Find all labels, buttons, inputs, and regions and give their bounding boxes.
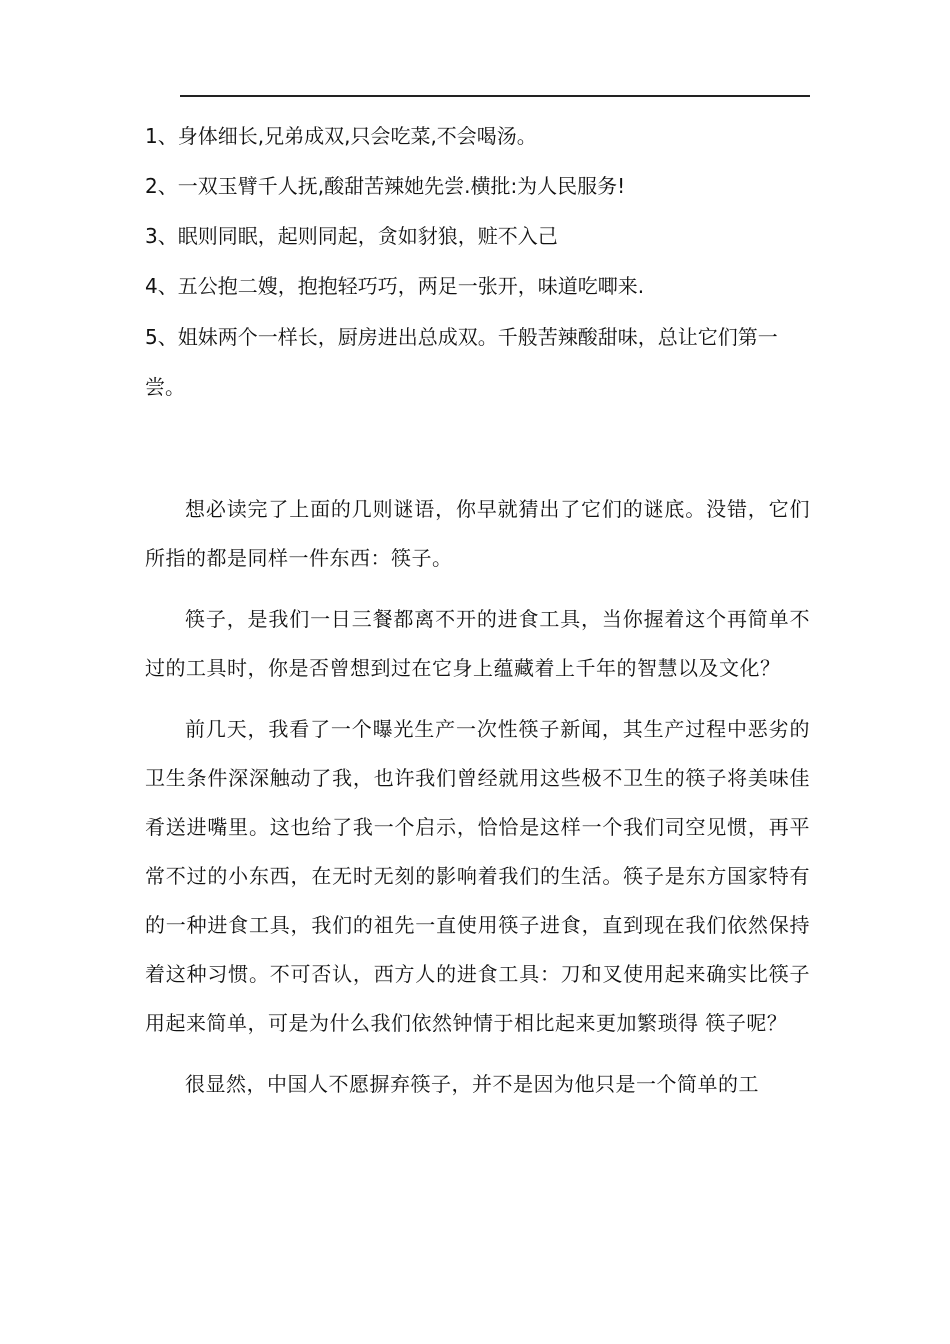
riddle-2: 2、一双玉臂千人抚,酸甜苦辣她先尝.横批:为人民服务! bbox=[145, 174, 626, 198]
riddle-3: 3、眠则同眠，起则同起，贪如豺狼，赃不入己 bbox=[145, 224, 558, 248]
riddle-1: 1、身体细长,兄弟成双,只会吃菜,不会喝汤。 bbox=[145, 124, 537, 148]
article-body bbox=[145, 485, 810, 1121]
riddle-4: 4、五公抱二嫂，抱抱轻巧巧，两足一张开，味道吃唧来. bbox=[145, 274, 645, 298]
paragraph-2: 筷子，是我们一日三餐都离不开的进食工具，当你握着这个再简单不过的工具时，你是否曾想到过在它身上蕴藏着上千年的智慧以及文化？ bbox=[145, 607, 810, 680]
riddle-list bbox=[145, 118, 815, 426]
header-rule bbox=[180, 95, 810, 97]
paragraph-3: 前几天，我看了一个曝光生产一次性筷子新闻，其生产过程中恶劣的卫生条件深深触动了我，也许我们曾经就用这些极不卫生的筷子将美味佳肴送进嘴里。这也给了我一个启示，恰恰是这样一个我们司空见惯，再平常不过的小东西，在无时无刻的影响着我们的生活。筷子是东方国家特有的一种进食工具，我们的祖先一直使用筷子进食，直到现在我们依然保持着这种习惯。不可否认，西方人的进食工具：刀和叉使用起来确实比筷子用起来简单，可是为什么我们依然钟情于相比起来更加繁琐得 筷子呢？ bbox=[145, 717, 810, 1035]
paragraph-4: 很显然，中国人不愿摒弃筷子，并不是因为他只是一个简单的工 bbox=[185, 1072, 759, 1096]
riddle-5: 5、姐妹两个一样长，厨房进出总成双。千般苦辣酸甜味，总让它们第一尝。 bbox=[145, 325, 778, 399]
paragraph-1: 想必读完了上面的几则谜语，你早就猜出了它们的谜底。没错，它们所指的都是同样一件东西：筷子。 bbox=[145, 497, 810, 570]
